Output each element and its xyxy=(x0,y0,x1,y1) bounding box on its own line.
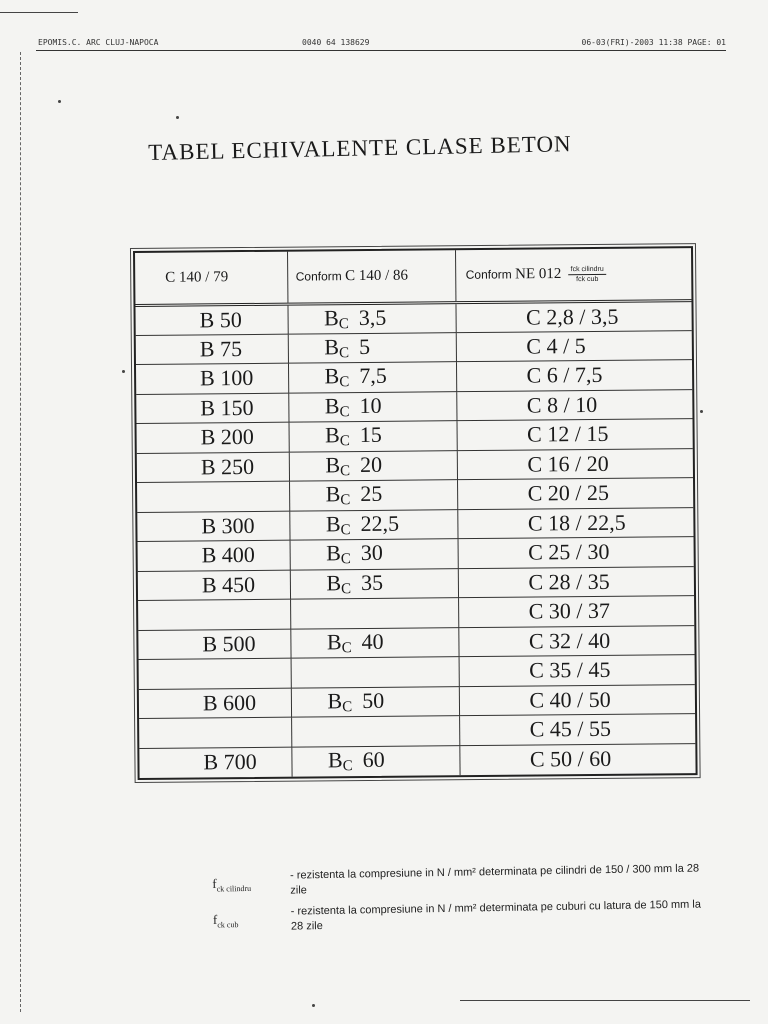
cell-c140-79 xyxy=(139,658,291,689)
legend-symbol-letter: f xyxy=(212,875,217,891)
bc-symbol xyxy=(325,452,350,477)
header-c140-86-norm: C 140 / 86 xyxy=(345,267,409,284)
legend-text-cub: - rezistenta la compresiune in N / mm² determinata pe cuburi cu latura de 150 mm la 28 zile xyxy=(290,898,702,933)
bc-value: 50 xyxy=(362,687,385,713)
bc-subscript: C xyxy=(339,403,350,420)
bc-letter: B xyxy=(325,481,341,507)
cell-c140-79: B 200 xyxy=(137,422,289,453)
cell-c140-86 xyxy=(290,568,458,599)
bc-value: 30 xyxy=(360,540,383,566)
table-row xyxy=(139,743,695,777)
bc-letter: B xyxy=(325,451,341,478)
table-row xyxy=(138,566,694,600)
scan-speck xyxy=(700,410,703,413)
table-header-row xyxy=(135,248,691,305)
cell-c140-86 xyxy=(288,391,456,422)
table-row xyxy=(136,360,692,394)
table-row xyxy=(137,507,693,541)
bc-value: 5 xyxy=(358,333,371,359)
cell-ne012: C 40 / 50 xyxy=(459,684,695,716)
bc-letter: B xyxy=(324,363,340,389)
fax-date: 06-03(FRI)-2003 11:38 PAGE: 01 xyxy=(581,38,726,47)
header-c140-79 xyxy=(135,252,287,305)
fax-sender: EPOMIS.C. ARC CLUJ-NAPOCA xyxy=(38,38,159,47)
bc-letter: B xyxy=(325,422,340,448)
equivalence-table xyxy=(133,246,698,779)
cell-c140-79: B 300 xyxy=(137,511,289,542)
bc-symbol xyxy=(325,422,350,450)
bc-value: 40 xyxy=(361,628,384,654)
cell-c140-79: B 500 xyxy=(138,629,290,660)
cell-c140-86 xyxy=(290,539,458,570)
table-row xyxy=(137,448,693,482)
bc-letter: B xyxy=(327,747,343,773)
cell-c140-86 xyxy=(290,627,458,658)
bc-value: 60 xyxy=(362,746,385,773)
cell-c140-79: B 400 xyxy=(138,540,290,571)
cell-c140-79: B 50 xyxy=(135,304,287,335)
legend xyxy=(212,861,713,942)
table-row xyxy=(136,330,692,364)
table-row xyxy=(138,596,694,630)
cell-ne012: C 25 / 30 xyxy=(458,537,694,569)
bc-subscript: C xyxy=(340,521,351,538)
bc-symbol xyxy=(325,393,350,418)
bc-letter: B xyxy=(323,304,339,330)
header-ne012-prefix: Conform xyxy=(465,267,512,282)
table-row xyxy=(139,655,695,689)
bc-value: 35 xyxy=(360,569,384,595)
legend-text-cilindru: - rezistenta la compresiune in N / mm² determinata pe cilindri de 150 / 300 mm la 28 zile xyxy=(290,862,700,897)
bc-symbol xyxy=(324,363,350,391)
bc-value: 10 xyxy=(359,392,382,418)
header-c140-79-label: C 140 / 79 xyxy=(165,268,229,286)
cell-c140-79: B 450 xyxy=(138,570,290,601)
header-ne012-norm: NE 012 xyxy=(515,265,562,283)
bc-value: 22,5 xyxy=(360,510,400,536)
table-row xyxy=(136,389,692,423)
cell-c140-86 xyxy=(287,302,455,333)
cell-c140-79: B 75 xyxy=(136,334,288,365)
bc-value: 3,5 xyxy=(358,304,387,330)
cell-ne012: C 4 / 5 xyxy=(456,330,692,362)
cell-c140-86 xyxy=(291,657,459,688)
table-row xyxy=(139,684,695,718)
cell-c140-79 xyxy=(138,599,290,630)
page-title: TABEL ECHIVALENTE CLASE BETON xyxy=(148,131,572,165)
cell-c140-86 xyxy=(290,598,458,629)
bc-symbol xyxy=(324,305,349,330)
bc-subscript: C xyxy=(342,758,353,775)
cell-ne012: C 28 / 35 xyxy=(458,566,694,598)
cell-ne012: C 8 / 10 xyxy=(456,389,692,421)
legend-symbol-sub: ck cilindru xyxy=(216,883,252,894)
cell-c140-79 xyxy=(137,481,289,512)
bc-value: 25 xyxy=(360,481,383,507)
cell-ne012: C 18 / 22,5 xyxy=(457,507,693,539)
bc-subscript: C xyxy=(339,433,350,450)
bc-letter: B xyxy=(326,628,342,655)
cell-ne012: C 32 / 40 xyxy=(458,625,694,657)
scan-speck xyxy=(122,370,125,373)
bc-symbol xyxy=(325,481,351,509)
bc-subscript: C xyxy=(338,315,349,332)
cell-ne012: C 2,8 / 3,5 xyxy=(455,300,691,332)
legend-item-cub xyxy=(213,897,714,942)
cell-ne012: C 45 / 55 xyxy=(459,714,695,746)
cell-c140-79: B 100 xyxy=(136,363,288,394)
bc-symbol xyxy=(326,540,351,568)
fck-cub-label: fck cub xyxy=(576,275,599,283)
table-row xyxy=(138,537,694,571)
table-row xyxy=(137,478,693,512)
fax-header xyxy=(36,36,726,51)
scan-speck xyxy=(312,1004,315,1007)
bc-value: 15 xyxy=(359,422,382,448)
cell-c140-86 xyxy=(288,421,456,452)
bc-symbol xyxy=(326,570,351,595)
cell-ne012: C 50 / 60 xyxy=(529,745,612,772)
bc-subscript: C xyxy=(340,462,351,479)
fck-cilindru-label: fck cilindru xyxy=(569,265,606,275)
cell-ne012: C 6 / 7,5 xyxy=(456,360,692,392)
table-row xyxy=(138,625,694,659)
bc-symbol xyxy=(327,688,352,713)
bc-symbol xyxy=(324,334,349,359)
bc-subscript: C xyxy=(341,639,352,656)
bc-subscript: C xyxy=(342,698,353,715)
bc-value: 7,5 xyxy=(359,363,387,389)
cell-c140-86 xyxy=(289,450,457,481)
cell-c140-86 xyxy=(289,480,457,511)
header-c140-86 xyxy=(287,250,455,303)
bc-value: 20 xyxy=(359,451,383,477)
scan-top-line xyxy=(0,12,78,13)
scan-bottom-line xyxy=(460,1000,750,1001)
cell-c140-86 xyxy=(288,332,456,363)
cell-c140-86 xyxy=(291,745,459,776)
legend-symbol-cilindru xyxy=(212,875,251,893)
cell-ne012: C 20 / 25 xyxy=(457,478,693,510)
bc-symbol xyxy=(327,747,353,775)
legend-symbol-cub xyxy=(213,912,239,930)
table-row xyxy=(139,714,695,748)
scan-speck xyxy=(58,100,61,103)
bc-subscript: C xyxy=(339,374,350,391)
table-row xyxy=(135,300,691,335)
bc-symbol xyxy=(326,511,351,536)
cell-ne012: C 30 / 37 xyxy=(458,596,694,628)
cell-c140-79 xyxy=(139,717,291,748)
bc-subscript: C xyxy=(341,580,352,597)
bc-symbol xyxy=(327,629,352,654)
scan-speck xyxy=(176,116,179,119)
cell-c140-86 xyxy=(289,509,457,540)
bc-letter: B xyxy=(326,540,341,566)
scan-left-edge xyxy=(20,52,21,1012)
bc-letter: B xyxy=(326,569,342,596)
cell-ne012: C 35 / 45 xyxy=(459,655,695,687)
header-ne012 xyxy=(455,248,691,302)
legend-symbol-sub: ck cub xyxy=(217,920,239,930)
cell-c140-86 xyxy=(291,716,459,747)
bc-letter: B xyxy=(327,687,343,714)
header-c140-86-prefix: Conform xyxy=(295,268,342,284)
cell-ne012: C 16 / 20 xyxy=(457,448,693,480)
legend-symbol-letter: f xyxy=(212,911,218,927)
header-fck-ratio xyxy=(569,265,606,284)
cell-c140-79: B 700 xyxy=(139,747,291,778)
cell-c140-86 xyxy=(291,686,459,717)
cell-c140-79: B 250 xyxy=(137,452,289,483)
cell-ne012: C 12 / 15 xyxy=(456,419,692,451)
cell-c140-79: B 150 xyxy=(136,393,288,424)
cell-c140-86 xyxy=(288,362,456,393)
bc-letter: B xyxy=(324,333,340,360)
bc-letter: B xyxy=(324,392,340,419)
bc-subscript: C xyxy=(339,344,350,361)
bc-letter: B xyxy=(325,510,341,537)
cell-c140-79: B 600 xyxy=(139,688,291,719)
bc-subscript: C xyxy=(340,551,351,568)
bc-subscript: C xyxy=(340,492,351,509)
fax-number: 0040 64 138629 xyxy=(302,38,370,47)
table-row xyxy=(137,419,693,453)
